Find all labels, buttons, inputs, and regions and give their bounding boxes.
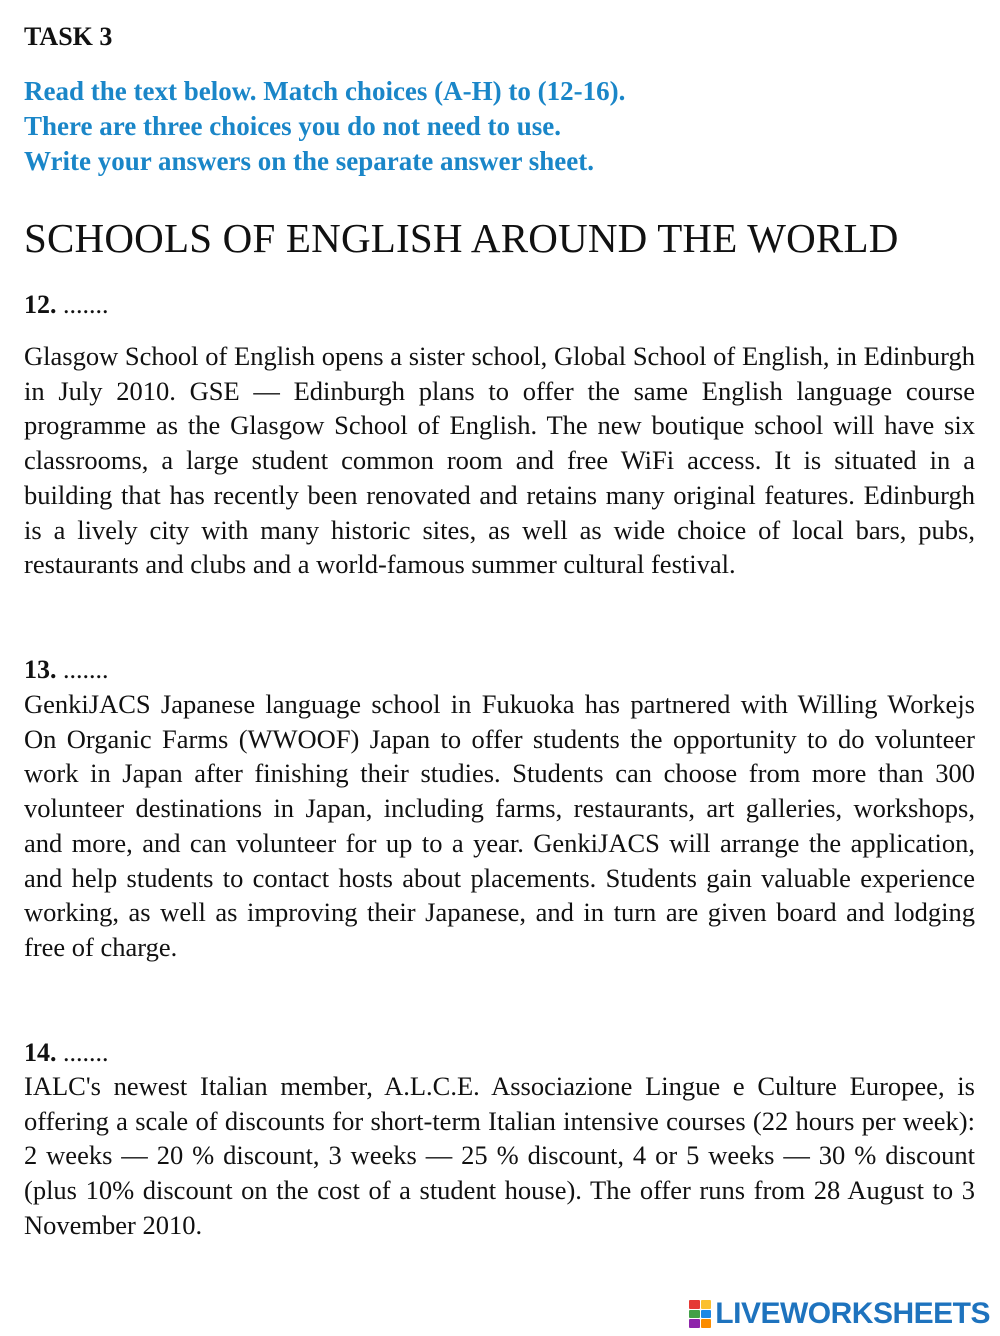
item-number: 13. <box>24 655 57 684</box>
page-title: SCHOOLS OF ENGLISH AROUND THE WORLD <box>24 215 899 261</box>
item-13-header <box>24 653 109 687</box>
answer-blank[interactable]: ....... <box>63 655 109 684</box>
instruction-line: There are three choices you do not need to use. <box>24 111 561 141</box>
instructions <box>24 74 625 179</box>
task-label: TASK 3 <box>24 22 113 51</box>
logo-text: LIVEWORKSHEETS <box>715 1297 990 1330</box>
mark-cell <box>701 1319 712 1328</box>
mark-cell <box>689 1310 700 1319</box>
mark-cell <box>701 1310 712 1319</box>
instruction-line: Read the text below. Match choices (A-H) to (12-16). <box>24 76 626 106</box>
item-number: 14. <box>24 1038 57 1067</box>
instruction-line: Write your answers on the separate answer sheet. <box>24 146 594 176</box>
liveworksheets-logo <box>689 1298 990 1330</box>
item-12-header <box>24 288 109 322</box>
item-number: 12. <box>24 290 57 319</box>
item-14-text: IALC's newest Italian member, A.L.C.E. Associazione Lingue e Culture Europee, is offering a scale of discounts for short-term Italian intensive courses (22 hours per week): 2 weeks — 20 % discount, 3 weeks — 25 % discount, 4 or 5 weeks — 30 % discount (plus 10% discount on the cost of a student house). The offer runs from 28 August to 3 November 2010. <box>24 1071 975 1240</box>
item-14-header <box>24 1036 109 1070</box>
answer-blank[interactable]: ....... <box>63 1038 109 1067</box>
liveworksheets-mark-icon <box>689 1300 711 1328</box>
mark-cell <box>689 1300 700 1309</box>
answer-blank[interactable]: ....... <box>63 290 109 319</box>
mark-cell <box>701 1300 712 1309</box>
mark-cell <box>689 1319 700 1328</box>
item-13-text: GenkiJACS Japanese language school in Fukuoka has partnered with Willing Workejs On Organic Farms (WWOOF) Japan to offer students the opportunity to do volunteer work in Japan after finishing their studies. Students can choose from more than 300 volunteer destinations in Japan, including farms, restaurants, art galleries, workshops, and more, and can volunteer for up to a year. GenkiJACS will arrange the application, and help students to contact hosts about placements. Students gain valuable experience working, as well as improving their Japanese, and in turn are given board and lodging free of charge. <box>24 689 975 962</box>
item-12-text: Glasgow School of English opens a sister school, Global School of English, in Edinburgh in July 2010. GSE — Edinburgh plans to offer the same English language course programme as the Glasgow School of English. The new boutique school will have six classrooms, a large student common room and free WiFi access. It is situated in a building that has recently been renovated and retains many original features. Edinburgh is a lively city with many historic sites, as well as wide choice of local bars, pubs, restaurants and clubs and a world-famous summer cultural festival. <box>24 341 975 580</box>
